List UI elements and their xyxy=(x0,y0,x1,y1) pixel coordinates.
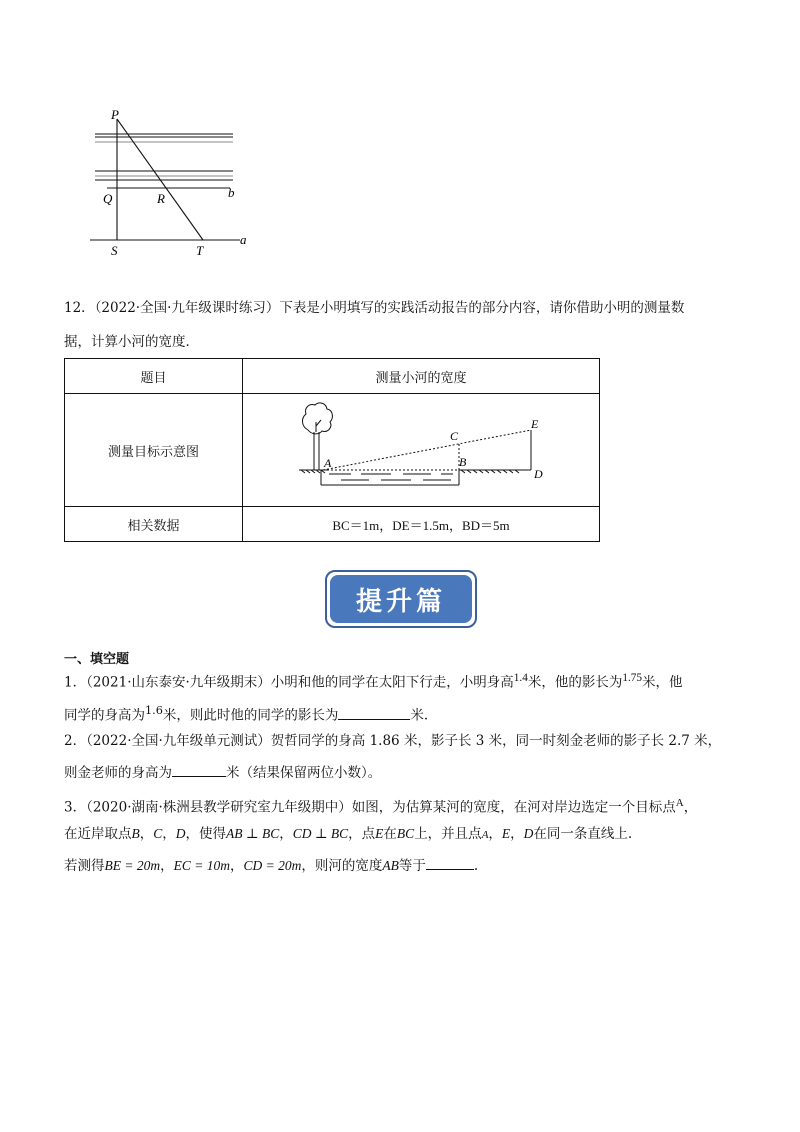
figure-parallel-lines xyxy=(85,105,265,260)
table-row1-value: 测量小河的宽度 xyxy=(243,359,600,394)
question-1-line2: 同学的身高为$^{1.6}$米，则此时他的同学的影长为 米. xyxy=(64,704,429,724)
q12-source: （2022·全国·九年级课时练习） xyxy=(94,300,280,316)
label-s: S xyxy=(111,243,118,258)
question-3-line2: 在近岸取点B，C，D，使得AB ⊥ BC，CD ⊥ BC，点E在BC上，并且点A，E，D在同一条直线上. xyxy=(64,826,633,842)
label-q: Q xyxy=(103,191,113,206)
label-r: R xyxy=(157,191,165,206)
q12-number: 12． xyxy=(64,300,95,316)
q3-answer-blank[interactable] xyxy=(426,855,474,870)
table-row1-label: 题目 xyxy=(65,359,243,394)
river-diagram xyxy=(291,400,551,500)
question-3-line1: 3．（2020·湖南·株洲县教学研究室九年级期中）如图，为估算某河的宽度，在河对岸边选定一个目标点$^A$， xyxy=(64,797,698,816)
q1-value-classmate: 1.6 xyxy=(145,704,163,717)
label-t: T xyxy=(196,243,204,258)
label-D: D xyxy=(534,467,543,481)
section-title: 一、填空题 xyxy=(64,652,130,667)
table-row3-value: BC＝1m，DE＝1.5m，BD＝5m xyxy=(243,507,600,542)
report-table xyxy=(64,358,600,542)
q2-answer-blank[interactable] xyxy=(172,762,226,777)
label-A: A xyxy=(324,456,332,470)
table-diagram-cell xyxy=(243,394,600,507)
question-2-line2: 则金老师的身高为 米（结果保留两位小数）。 xyxy=(64,762,381,783)
q1-value-height: 1.4 xyxy=(513,672,528,684)
question-2-line1: 2．（2022·全国·九年级单元测试）贺哲同学的身高 1.86 米，影子长 3 米，同一时刻金老师的影子长 2.7 米， xyxy=(64,733,722,749)
question-12-line2: 据，计算小河的宽度． xyxy=(64,334,199,350)
question-3-line3: 若测得BE = 20m，EC = 10m，CD = 20m，则河的宽度AB等于 . xyxy=(64,855,478,876)
label-C: C xyxy=(450,429,459,443)
label-a: a xyxy=(240,232,247,247)
table-row2-label: 测量目标示意图 xyxy=(65,394,243,507)
section-banner xyxy=(325,570,477,628)
question-1-line1: 1．（2021·山东泰安·九年级期末）小明和他的同学在太阳下行走，小明身高$^{1.4}$米，他的影长为$^{1.75}$米，他 xyxy=(64,672,683,691)
label-B: B xyxy=(459,455,467,469)
label-b: b xyxy=(228,185,235,200)
label-E: E xyxy=(531,417,539,431)
q1-answer-blank[interactable] xyxy=(338,705,410,720)
table-row3-label: 相关数据 xyxy=(65,507,243,542)
q12-line1: 下表是小明填写的实践活动报告的部分内容，请你借助小明的测量数 xyxy=(279,300,685,316)
label-p: P xyxy=(111,107,119,122)
banner-text: 提升篇 xyxy=(330,575,472,623)
question-12 xyxy=(64,298,684,318)
q1-value-shadow: 1.75 xyxy=(622,672,643,684)
